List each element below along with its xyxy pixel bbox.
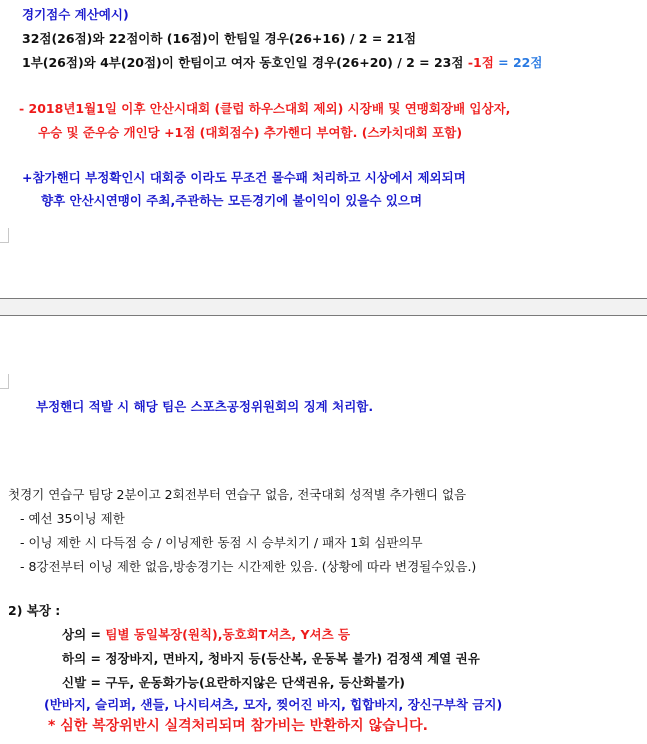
document-page-1 bbox=[0, 0, 647, 298]
award-rule-line-1: - 2018년1월1일 이후 안산시대회 (클럽 하우스대회 제외) 시장배 및 연맹회장배 입상자, bbox=[19, 101, 511, 116]
dress-code-heading: 2) 복장 : bbox=[8, 603, 61, 618]
example-line-1: 32점(26점)와 22점이하 (16점)이 한팀일 경우(26+16) / 2 = 21점 bbox=[22, 31, 417, 46]
example-heading: 경기점수 계산예시) bbox=[22, 7, 129, 22]
rule-bullet-1: - 예선 35이닝 제한 bbox=[20, 511, 125, 526]
document-page-2 bbox=[0, 316, 647, 744]
handicap-rule-line-1: +참가핸디 부정확인시 대회중 이라도 무조건 몰수패 처리하고 시상에서 제외되며 bbox=[22, 170, 466, 185]
dress-bottom-rule: 하의 = 정장바지, 면바지, 청바지 등(등산복, 운동복 불가) 검정색 계열 권유 bbox=[62, 651, 480, 666]
dress-banned-items: (반바지, 슬리퍼, 샌들, 나시티셔츠, 모자, 찢어진 바지, 힙합바지, 장신구부착 금지) bbox=[44, 697, 503, 712]
handicap-rule-line-2: 향후 안산시연맹이 주최,주관하는 모든경기에 불이익이 있을수 있으며 bbox=[41, 193, 423, 208]
example-line-2-text: 1부(26점)와 4부(20점)이 한팀이고 여자 동호인일 경우(26+20) / 2 = 23점 bbox=[22, 55, 464, 70]
paragraph-corner-mark bbox=[0, 228, 9, 243]
rule-bullet-3: - 8강전부터 이닝 제한 없음,방송경기는 시간제한 있음. (상황에 따라 변경될수있음.) bbox=[20, 559, 477, 574]
dress-top-rule bbox=[62, 627, 350, 643]
dress-top-label: 상의 = bbox=[62, 627, 106, 642]
example-line-2-minus: -1점 bbox=[467, 55, 494, 70]
paragraph-corner-mark bbox=[0, 374, 9, 389]
rule-bullet-2: - 이닝 제한 시 다득점 승 / 이닝제한 동점 시 승부치기 / 패자 1회 심판의무 bbox=[20, 535, 423, 550]
dress-violation-warning: * 심한 복장위반시 실격처리되며 참가비는 반환하지 않습니다. bbox=[48, 718, 428, 734]
dress-shoes-rule: 신발 = 구두, 운동화가능(요란하지않은 단색권유, 등산화불가) bbox=[62, 675, 405, 690]
page-break bbox=[0, 298, 647, 316]
award-rule-line-2: 우승 및 준우승 개인당 +1점 (대회점수) 추가핸디 부여함. (스카치대회 포함) bbox=[38, 125, 463, 140]
first-game-rule: 첫경기 연습구 팀당 2분이고 2회전부터 연습구 없음, 전국대회 성적별 추가핸디 없음 bbox=[8, 487, 467, 502]
dress-top-value: 팀별 동일복장(원칙),동호회T셔츠, Y셔츠 등 bbox=[105, 627, 351, 642]
example-line-2-result: = 22점 bbox=[498, 55, 543, 70]
example-line-2 bbox=[22, 55, 542, 71]
penalty-notice: 부정핸디 적발 시 해당 팀은 스포츠공정위원회의 징계 처리함. bbox=[36, 399, 374, 414]
